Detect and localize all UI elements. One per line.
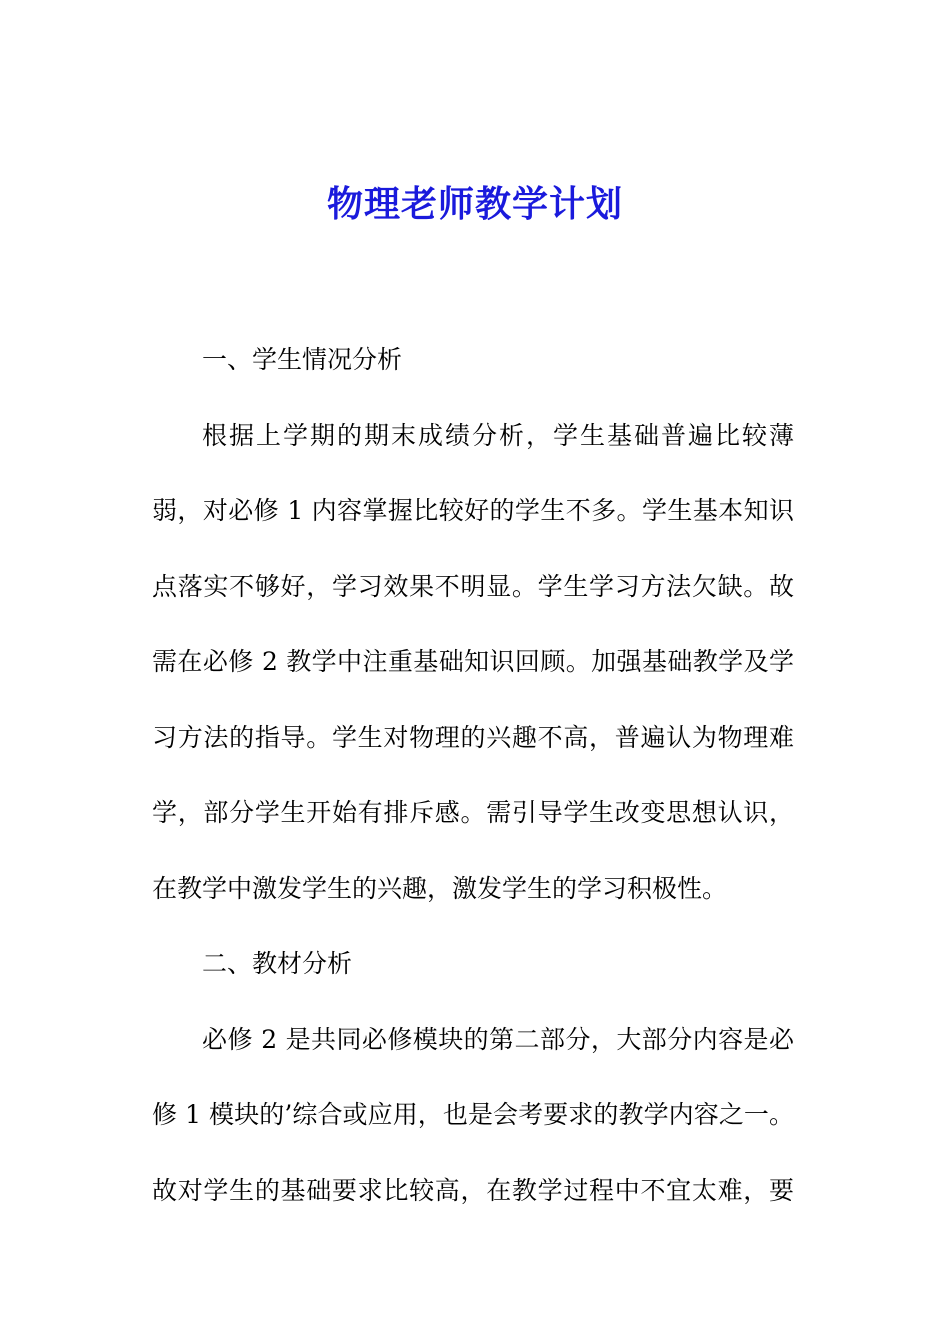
text-line: 必修 2 是共同必修模块的第二部分，大部分内容是必: [202, 1024, 794, 1054]
text-line: 故对学生的基础要求比较高，在教学过程中不宜太难，要: [152, 1175, 794, 1205]
document-title: 物理老师教学计划: [326, 183, 623, 225]
text-line: 弱，对必修 1 内容掌握比较好的学生不多。学生基本知识: [152, 496, 794, 525]
text-line: 习方法的指导。学生对物理的兴趣不高，普遍认为物理难: [152, 722, 794, 752]
text-line: 一、学生情况分析: [202, 345, 403, 374]
document-body: [152, 322, 794, 1228]
text-line: 学，部分学生开始有排斥感。需引导学生改变思想认识，: [152, 798, 794, 827]
text-line: 二、教材分析: [202, 949, 353, 978]
text-line: 在教学中激发学生的兴趣，激发学生的学习积极性。: [152, 873, 728, 903]
text-line: 需在必修 2 教学中注重基础知识回顾。加强基础教学及学: [152, 647, 794, 676]
text-line: 根据上学期的期末成绩分析，学生基础普遍比较薄: [202, 420, 794, 450]
text-line: 点落实不够好，学习效果不明显。学生学习方法欠缺。故: [152, 571, 794, 601]
text-line: 修 1 模块的’综合或应用，也是会考要求的教学内容之一。: [152, 1100, 794, 1129]
